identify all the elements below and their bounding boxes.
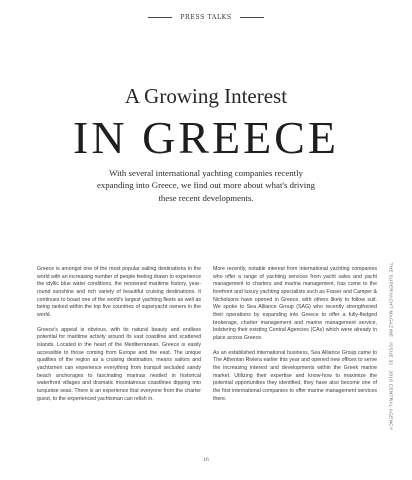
body-paragraph: Greece is amongst one of the most popular sailing destinations in the world with an increasing number of people feeling drawn to experience the idyllic blue water conditions, the renowned maritime history, year-round sunshine and rich variety of beautiful cruising destinations. It continues to boast one of the world's largest yachting fleets as well as being ranked within the top five countries of superyacht owners in the world.: [37, 266, 202, 318]
vertical-credit: [384, 262, 398, 430]
article-standfirst: With several international yachting companies recently expanding into Greece, we find out more about what's driving these recent developments.: [96, 168, 316, 203]
vertical-credit-text: THE SUPERYACHT MAGAZINE · ISSUE 32 · 2016 CENTRAL AGENCY: [388, 262, 394, 430]
body-paragraph: Greece's appeal is obvious, with its natural beauty and endless potential for maritime activity around its vast coastline and scattered islands. Located in the heart of the Mediterranean, Greece is easily accessible to those coming from Europe and the east. The unique qualities of the region as a cruising destination, means sailors and yachtsmen can experience everything from tranquil secluded sandy beach anchorages to fascinating marinas nestled in historical waterfront villages and dramatic mountainous coastlines dipping into turquoise seas. There is an experience that everyone from the charter guest, to the experienced yachtsman can relish in.: [37, 326, 201, 402]
body-paragraph: More recently, notable interest from international yachting companies who offer a range of yachting services from yacht sales and yacht management to charters and marina management, has come to the forefront and luxury yachting specialists such as Fraser and Camper & Nicholsons have opened in Greece, with others likely to follow suit. We spoke to Sea Alliance Group (SAG) who recently strengthened their operations by expanding into Greece to offer a fully-fledged brokerage, charter management and marine management service, bolstering their existing Central Agencies (CAs) which were already in place across Greece.: [213, 266, 377, 341]
page-number: 16: [203, 457, 209, 463]
article-body: [37, 266, 377, 410]
body-paragraph: As an established international business, Sea Alliance Group came to The Athenian Riviera earlier this year and opened new offices to serve the increasing interest and developments within the Greek marine market. Utilizing their expertise and know-how to maximize the potential opportunities they identified, they have also become one of the first international companies to offer marine management services there.: [213, 349, 377, 402]
section-header: [0, 14, 412, 21]
right-column: [213, 266, 377, 410]
article-headline: IN GREECE: [73, 112, 339, 163]
right-rule: [240, 17, 264, 18]
left-rule: [148, 17, 172, 18]
article-kicker: A Growing Interest: [124, 84, 288, 108]
left-column: [37, 266, 201, 410]
section-label: PRESS TALKS: [180, 14, 232, 21]
